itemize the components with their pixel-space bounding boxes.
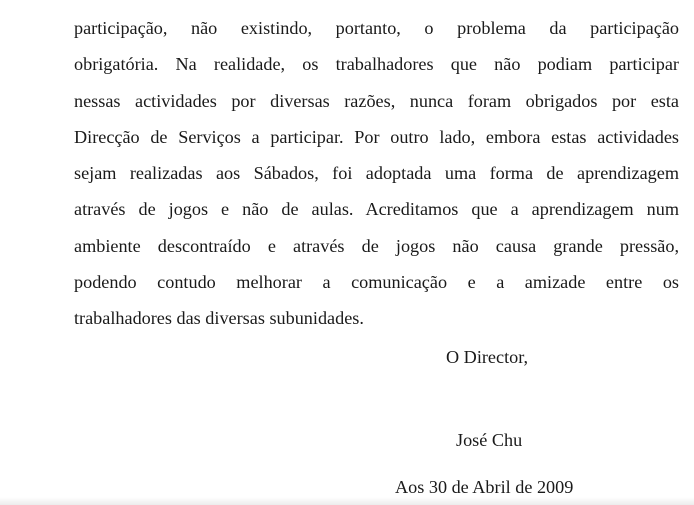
paragraph-line-2: obrigatória. Na realidade, os trabalhadores que não podiam participar	[74, 54, 679, 75]
paragraph-line-5: sejam realizadas aos Sábados, foi adoptada uma forma de aprendizagem	[74, 163, 679, 184]
closing-title: O Director,	[446, 347, 529, 367]
paragraph-line-7: ambiente descontraído e através de jogos não causa grande pressão,	[74, 235, 679, 256]
page-edge-shadow	[0, 497, 694, 505]
paragraph-line-8: podendo contudo melhorar a comunicação e a amizade entre os	[74, 272, 679, 293]
paragraph-line-6: através de jogos e não de aulas. Acreditamos que a aprendizagem num	[74, 199, 679, 220]
paragraph-line-3: nessas actividades por diversas razões, nunca foram obrigados por esta	[74, 90, 679, 111]
paragraph-line-9: trabalhadores das diversas subunidades.	[74, 308, 364, 329]
document-date: Aos 30 de Abril de 2009	[395, 477, 574, 497]
paragraph-line-1: participação, não existindo, portanto, o problema da participação	[74, 18, 679, 38]
paragraph-line-4: Direcção de Serviços a participar. Por outro lado, embora estas actividades	[74, 126, 679, 147]
body-paragraph	[74, 10, 679, 337]
signatory-name: José Chu	[456, 430, 523, 450]
